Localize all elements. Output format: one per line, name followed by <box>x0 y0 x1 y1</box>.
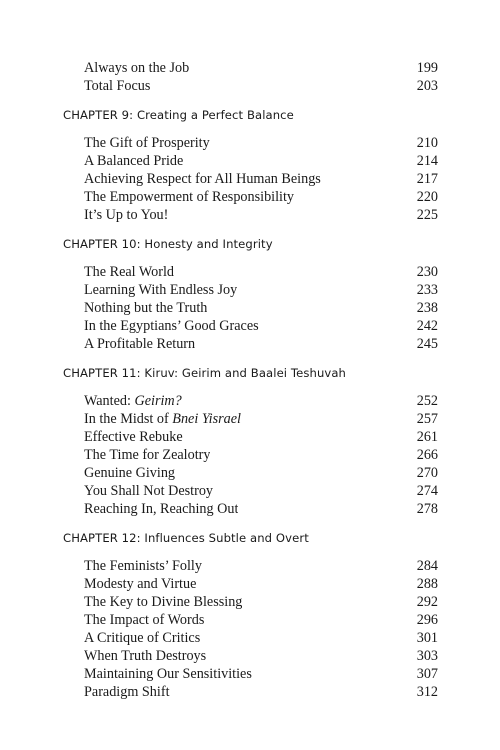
toc-entry[interactable] <box>63 317 438 335</box>
entry-title: The Time for Zealotry <box>84 447 211 463</box>
entry-title: Paradigm Shift <box>84 684 170 700</box>
entry-page-number: 214 <box>416 153 438 169</box>
entry-page-number: 230 <box>416 264 438 280</box>
entry-page-number: 288 <box>416 576 438 592</box>
entry-title-italic: Bnei Yisrael <box>172 411 241 427</box>
entry-title-text: In the Midst of <box>84 411 173 427</box>
entry-title: Effective Rebuke <box>84 429 183 445</box>
toc-entry[interactable] <box>63 77 438 95</box>
entry-page-number: 274 <box>416 483 438 499</box>
toc-entry[interactable] <box>63 392 438 410</box>
entry-page-number: 292 <box>416 594 438 610</box>
chapter-heading: CHAPTER 11: Kiruv: Geirim and Baalei Teshuvah <box>63 366 347 380</box>
entry-page-number: 252 <box>416 393 438 409</box>
toc-entry[interactable] <box>63 665 438 683</box>
entry-title: It’s Up to You! <box>84 207 169 223</box>
entry-page-number: 199 <box>416 60 438 76</box>
toc-entry[interactable] <box>63 428 438 446</box>
entry-page-number: 270 <box>416 465 438 481</box>
entry-title: A Critique of Critics <box>84 630 201 646</box>
toc-entry[interactable] <box>63 134 438 152</box>
entry-title: A Balanced Pride <box>84 153 184 169</box>
toc-entry[interactable] <box>63 593 438 611</box>
entry-title: Learning With Endless Joy <box>84 282 238 298</box>
toc-entry[interactable] <box>63 188 438 206</box>
entry-page-number: 266 <box>416 447 438 463</box>
entry-page-number: 312 <box>416 684 438 700</box>
chapter-9-section <box>63 106 438 224</box>
entry-title: You Shall Not Destroy <box>84 483 214 499</box>
entry-title: The Impact of Words <box>84 612 205 628</box>
toc-entry[interactable] <box>63 482 438 500</box>
entry-page-number: 242 <box>416 318 438 334</box>
continued-entries <box>63 59 438 95</box>
entry-title: Maintaining Our Sensitivities <box>84 666 252 682</box>
toc-entry[interactable] <box>63 281 438 299</box>
table-of-contents <box>63 59 438 701</box>
toc-entry[interactable] <box>63 557 438 575</box>
entry-page-number: 296 <box>416 612 438 628</box>
toc-entry[interactable] <box>63 335 438 353</box>
chapter-heading: CHAPTER 12: Influences Subtle and Overt <box>63 531 309 545</box>
entry-title: The Real World <box>84 264 175 280</box>
toc-entry[interactable] <box>63 263 438 281</box>
entry-title <box>84 410 241 428</box>
toc-entry[interactable] <box>63 152 438 170</box>
toc-entry[interactable] <box>63 500 438 518</box>
entry-page-number: 203 <box>416 78 438 94</box>
entry-page-number: 261 <box>416 429 438 445</box>
chapter-10-section <box>63 235 438 353</box>
entry-page-number: 210 <box>416 135 438 151</box>
entry-page-number: 238 <box>416 300 438 316</box>
entry-title: Reaching In, Reaching Out <box>84 501 239 517</box>
entry-title: In the Egyptians’ Good Graces <box>84 318 259 334</box>
toc-entry[interactable] <box>63 683 438 701</box>
toc-entry[interactable] <box>63 611 438 629</box>
entry-title: Achieving Respect for All Human Beings <box>84 171 321 187</box>
entry-title: The Empowerment of Responsibility <box>84 189 295 205</box>
toc-entry[interactable] <box>63 464 438 482</box>
entry-title <box>84 392 182 410</box>
entry-title: A Profitable Return <box>84 336 196 352</box>
entry-page-number: 257 <box>416 411 438 427</box>
entry-page-number: 220 <box>416 189 438 205</box>
entry-title: Genuine Giving <box>84 465 176 481</box>
toc-entry[interactable] <box>63 206 438 224</box>
entry-page-number: 301 <box>416 630 438 646</box>
entry-title: The Gift of Prosperity <box>84 135 210 151</box>
entry-title: Modesty and Virtue <box>84 576 197 592</box>
entry-page-number: 245 <box>416 336 438 352</box>
entry-page-number: 284 <box>416 558 438 574</box>
entry-title: When Truth Destroys <box>84 648 207 664</box>
entry-page-number: 225 <box>416 207 438 223</box>
entry-title: The Feminists’ Folly <box>84 558 202 574</box>
entry-page-number: 217 <box>416 171 438 187</box>
toc-entry[interactable] <box>63 59 438 77</box>
entry-title: Always on the Job <box>84 60 190 76</box>
toc-entry[interactable] <box>63 446 438 464</box>
entry-title-italic: Geirim? <box>134 393 182 409</box>
toc-entry[interactable] <box>63 629 438 647</box>
entry-title: Nothing but the Truth <box>84 300 208 316</box>
entry-page-number: 278 <box>416 501 438 517</box>
entry-title: Total Focus <box>84 78 151 94</box>
toc-entry[interactable] <box>63 299 438 317</box>
entry-title-text: Wanted: <box>84 393 135 409</box>
chapter-12-section <box>63 529 438 701</box>
entry-page-number: 233 <box>416 282 438 298</box>
entry-page-number: 303 <box>416 648 438 664</box>
toc-entry[interactable] <box>63 575 438 593</box>
toc-entry[interactable] <box>63 170 438 188</box>
toc-entry[interactable] <box>63 647 438 665</box>
entry-title: The Key to Divine Blessing <box>84 594 243 610</box>
toc-entry[interactable] <box>63 410 438 428</box>
chapter-11-section <box>63 364 438 518</box>
chapter-heading: CHAPTER 9: Creating a Perfect Balance <box>63 108 294 122</box>
chapter-heading: CHAPTER 10: Honesty and Integrity <box>63 237 273 251</box>
entry-page-number: 307 <box>416 666 438 682</box>
